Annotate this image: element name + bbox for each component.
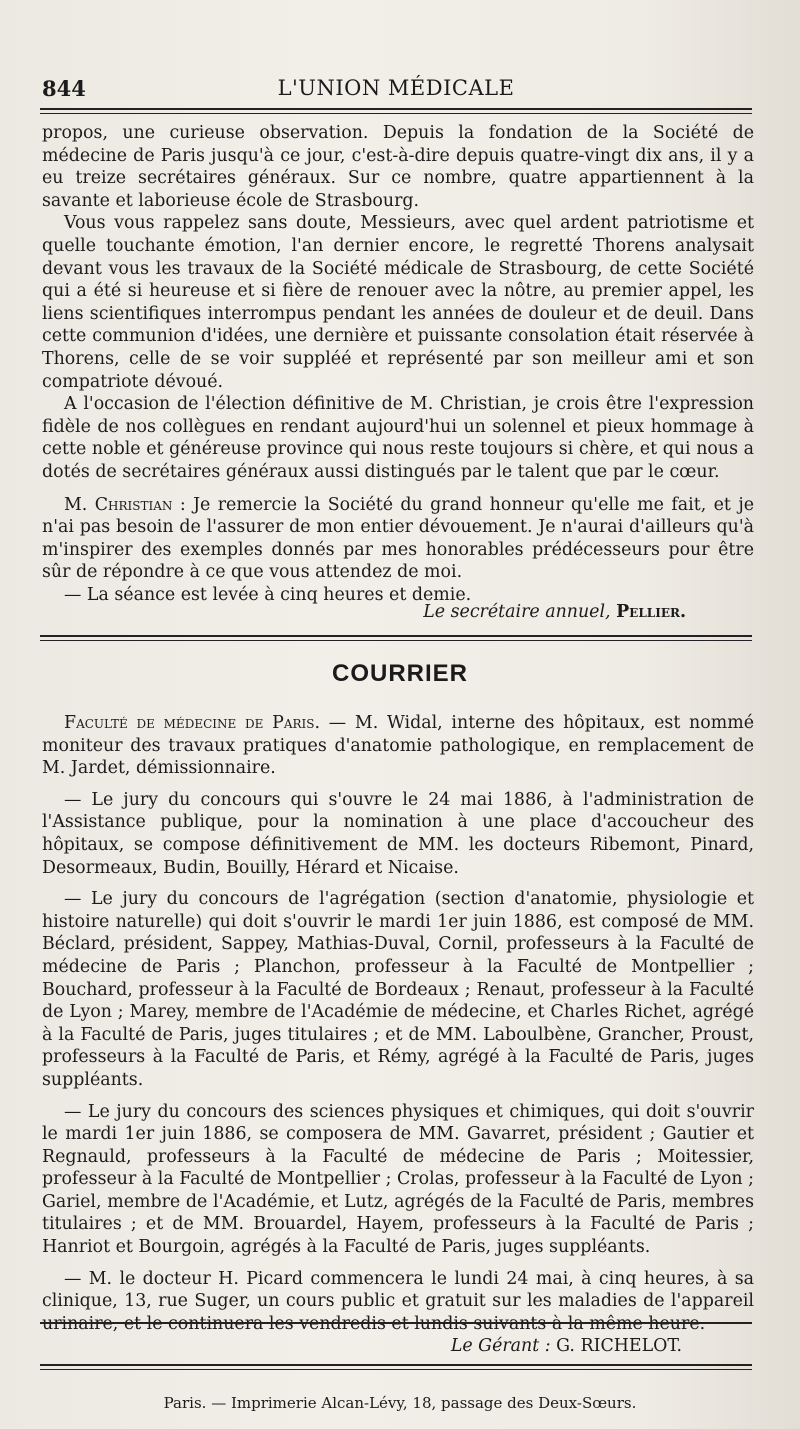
printer-imprint: Paris. — Imprimerie Alcan-Lévy, 18, passage des Deux-Sœurs. (163, 1394, 637, 1412)
secretary-signature (42, 602, 686, 622)
signature-role: Le secrétaire annuel, (423, 602, 611, 622)
closing-line: — La séance est levée à cinq heures et demie. (64, 584, 472, 605)
lead-text: — M. Widal, interne des hôpitaux, est nommé moniteur des travaux pratiques d'anatomie pathologique, en remplacement de M. Jardet, démissionnaire. (42, 713, 754, 779)
courrier-lead (42, 712, 754, 780)
signature-name: Pellier. (616, 602, 686, 622)
courrier-section (42, 712, 754, 1344)
courrier-title: COURRIER (331, 660, 468, 687)
journal-title: L'UNION MÉDICALE (277, 76, 515, 100)
gerant-label: Le Gérant : (450, 1336, 551, 1356)
footer-rule-thin (40, 1369, 752, 1370)
courrier-item: — Le jury du concours de l'agrégation (section d'anatomie, physiologie et histoire naturelle) qui doit s'ouvrir le mardi 1er juin 1886, est composé de MM. Béclard, président, Sappey, Mathias-Duval, Cornil, professeurs à la Faculté de médecine de Paris ; Planchon, professeur à la Faculté de Montpellier ; Bouchard, professeur à la Faculté de Bordeaux ; Renaut, professeur à la Faculté de Lyon ; Marey, membre de l'Académie de médecine, et Charles Richet, agrégé à la Faculté de Paris, juges titulaires ; et de MM. Laboulbène, Grancher, Proust, professeurs à la Faculté de Paris, et Rémy, agrégé à la Faculté de Paris, juges suppléants. (42, 889, 754, 1090)
courrier-item: — Le jury du concours des sciences physiques et chimiques, qui doit s'ouvrir le mardi 1er juin 1886, se composera de MM. Gavarret, président ; Gautier et Regnauld, professeurs à la Faculté de médecine de Paris ; Moitessier, professeur à la Faculté de Montpellier ; Crolas, professeur à la Faculté de Lyon ; Gariel, membre de l'Académie, et Lutz, agrégés de la Faculté de Paris, membres titulaires ; et de MM. Brouardel, Hayem, professeurs à la Faculté de Paris ; Hanriot et Bourgoin, agrégés à la Faculté de Paris, juges suppléants. (42, 1101, 754, 1258)
header-rule (40, 108, 752, 110)
footer-rule (40, 1364, 752, 1366)
bottom-rule (40, 1322, 752, 1324)
page-number: 844 (42, 76, 86, 101)
reply-text: : Je remercie la Société du grand honneur qu'elle me fait, et je n'ai pas besoin de l'assurer de mon entier dévouement. Je n'aurai d'ailleurs qu'à m'inspirer des exemples donnés par mes honorables prédécesseurs pour être sûr de répondre à ce que vous attendez de moi. (42, 494, 754, 583)
session-paragraph: A l'occasion de l'élection définitive de M. Christian, je crois être l'expression fidèle de nos collègues en rendant aujourd'hui un solennel et pieux hommage à cette noble et généreuse province qui nous reste toujours si chère, et qui nous a dotés de secrétaires généraux aussi distingués par le talent que par le cœur. (42, 394, 754, 482)
page-header (40, 74, 752, 104)
courrier-item: — M. le docteur H. Picard commencera le lundi 24 mai, à cinq heures, à sa clinique, 13, rue Suger, un cours public et gratuit sur les maladies de l'appareil (42, 1268, 754, 1312)
section-rule (40, 635, 752, 637)
session-paragraph: propos, une curieuse observation. Depuis la fondation de la Société de médecine de Paris jusqu'à ce jour, c'est-à-dire depuis quatre-vingt dix ans, il y a eu treize secrétaires généraux. Sur ce nombre, quatre appartiennent à la savante et laborieuse école de Strasbourg. (42, 123, 754, 211)
gerant-signature (42, 1336, 682, 1356)
session-report (42, 122, 754, 606)
christian-reply (42, 494, 754, 584)
gerant-name: G. RICHELOT. (556, 1336, 682, 1356)
session-paragraph: Vous vous rappelez sans doute, Messieurs, avec quel ardent patriotisme et quelle touchante émotion, l'an dernier encore, le regretté Thorens analysait devant vous les travaux de la Société médicale de Strasbourg, de cette Société qui a été si heureuse et si fière de renouer avec la nôtre, au premier appel, les liens scientifiques interrompus pendant les années de douleur et de deuil. Dans cette communion d'idées, une dernière et puissante consolation était réservée à Thorens, celle de se voir suppléé et représenté par son meilleur ami et son compatriote dévoué. (42, 213, 754, 392)
section-rule-thin (40, 640, 752, 641)
lead-label: Faculté de médecine de Paris. (64, 713, 321, 733)
speaker-name: M. Christian (64, 494, 173, 515)
header-rule-thin (40, 113, 752, 114)
courrier-item: — Le jury du concours qui s'ouvre le 24 mai 1886, à l'administration de l'Assistance publique, pour la nomination à une place d'accoucheur des hôpitaux, se compose définitivement de MM. les docteurs Ribemont, Pinard, Desormeaux, Budin, Bouilly, Hérard et Nicaise. (42, 789, 754, 878)
